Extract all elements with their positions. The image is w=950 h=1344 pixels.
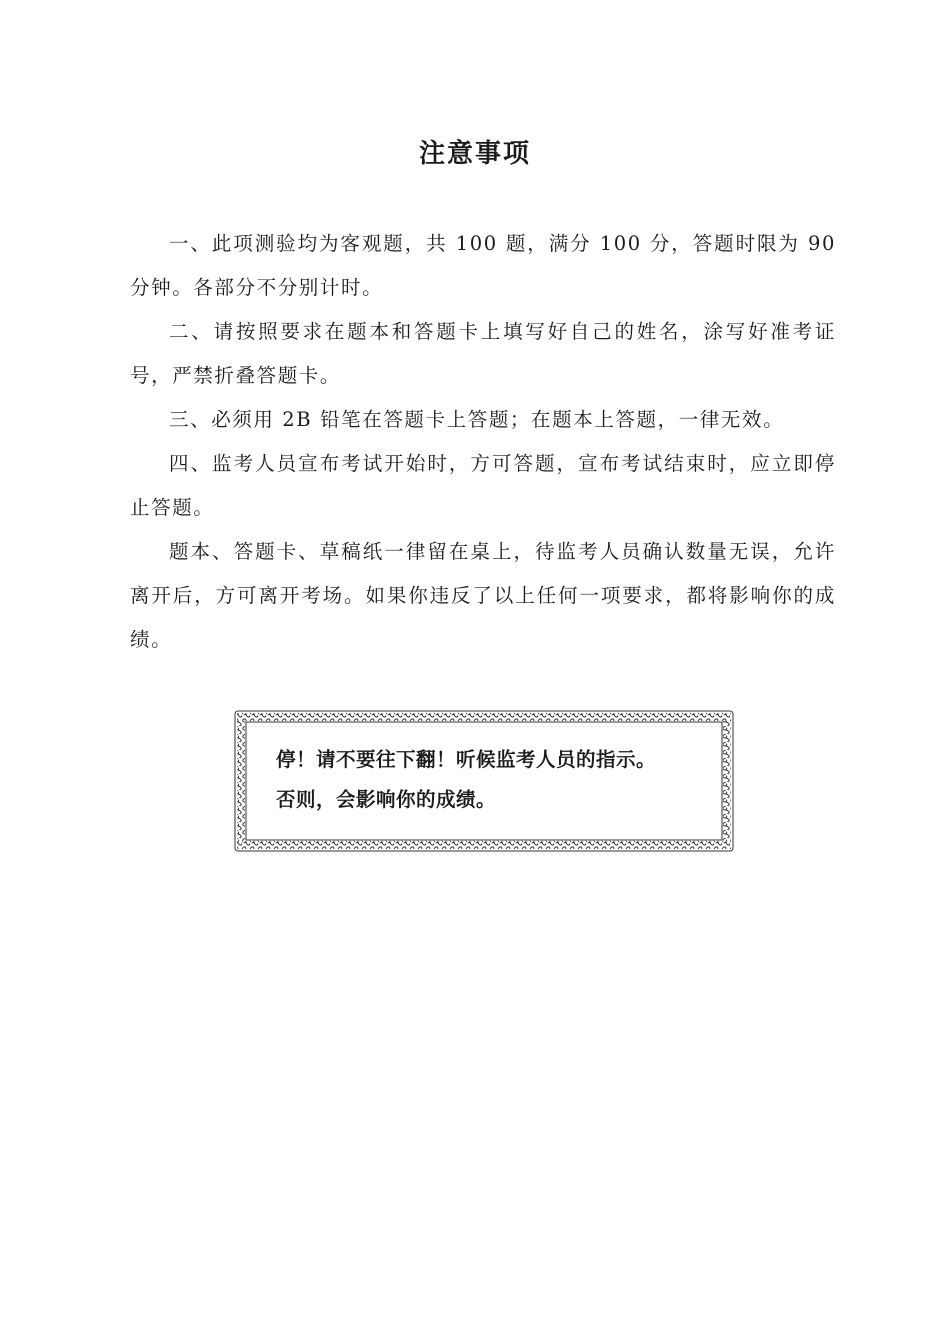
instruction-paragraph-1: 一、此项测验均为客观题，共 100 题，满分 100 分，答题时限为 90 分钟。各部分不分别计时。 <box>130 232 836 299</box>
stop-notice-text <box>276 740 716 820</box>
instruction-paragraph-2: 二、请按照要求在题本和答题卡上填写好自己的姓名，涂写好准考证号，严禁折叠答题卡。 <box>130 320 836 387</box>
stop-notice-box <box>234 710 734 852</box>
instructions-body <box>130 222 836 662</box>
stop-notice-line-2: 否则，会影响你的成绩。 <box>276 788 497 811</box>
instruction-paragraph-5: 题本、答题卡、草稿纸一律留在桌上，待监考人员确认数量无误，允许离开后，方可离开考场。如果你违反了以上任何一项要求，都将影响你的成绩。 <box>130 540 836 651</box>
page-title: 注意事项 <box>418 139 531 169</box>
instruction-paragraph-4: 四、监考人员宣布考试开始时，方可答题，宣布考试结束时，应立即停止答题。 <box>130 452 836 519</box>
instruction-paragraph-3: 三、必须用 2B 铅笔在答题卡上答题；在题本上答题，一律无效。 <box>169 408 785 431</box>
stop-notice-line-1: 停！请不要往下翻！听候监考人员的指示。 <box>276 748 657 771</box>
